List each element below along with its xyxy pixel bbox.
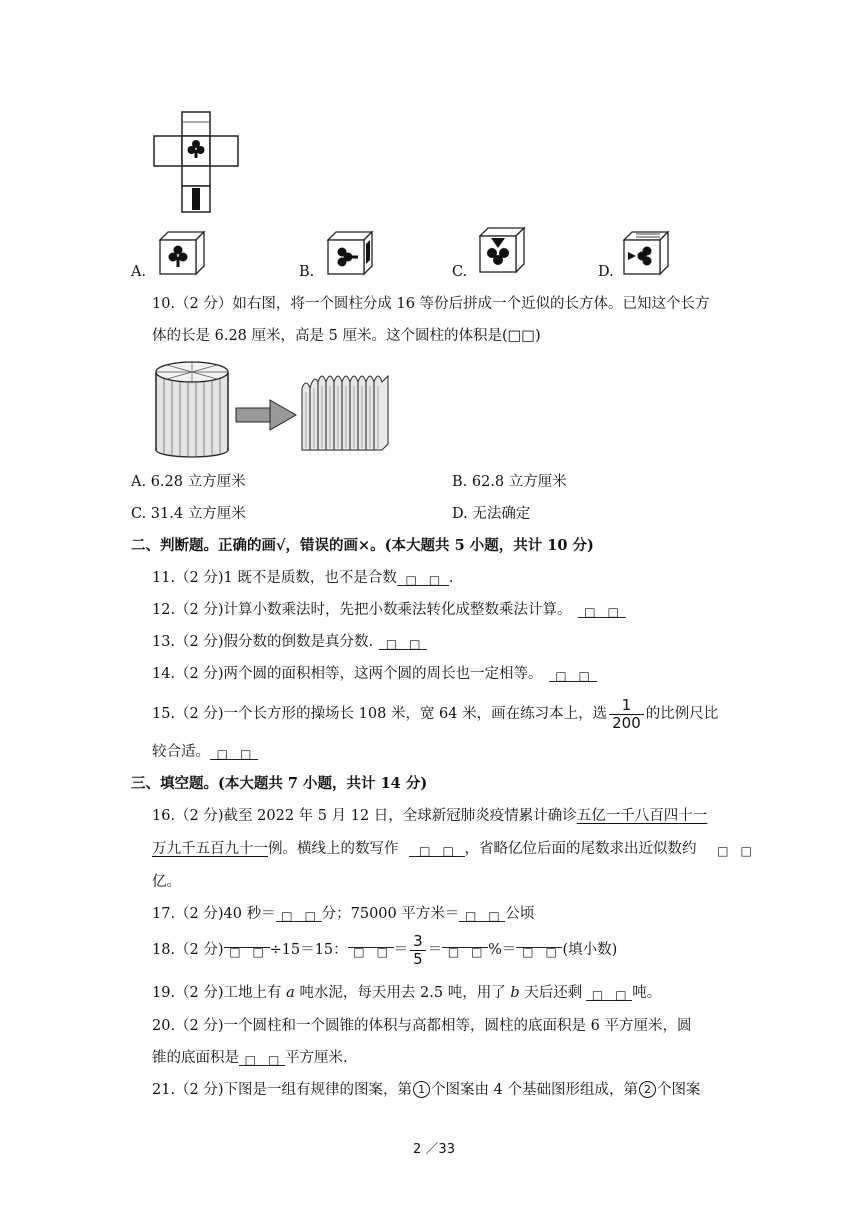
option-b-label: B. <box>299 264 315 280</box>
section3-title: 三、填空题。(本大题共 7 小题，共计 14 分) <box>131 775 428 792</box>
q11-end: . <box>448 570 454 586</box>
q15-answer-blank[interactable]: □ □ <box>210 744 258 760</box>
q21-text-a: 21.（2 分)下图是一组有规律的图案，第 <box>152 1082 413 1098</box>
q17-text-a: 17.（2 分)40 秒＝ <box>152 906 276 922</box>
q18 <box>152 930 617 970</box>
q17 <box>152 904 534 924</box>
q17-text-c: 公顷 <box>505 906 535 922</box>
q18-dividend-blank[interactable]: □ □ <box>224 932 270 948</box>
option-c-label: C. <box>452 264 468 280</box>
q10-option-d: D. 无法确定 <box>452 506 531 522</box>
q18-fraction <box>410 933 426 968</box>
q16-approx-blank[interactable]: □ □ <box>717 844 752 858</box>
q18-numerator: 3 <box>413 931 423 950</box>
q16-text-c: ，省略亿位后面的尾数求出近似数约 <box>464 841 697 857</box>
q14-text: 14.（2 分)两个圆的面积相等，这两个圆的周长也一定相等。 <box>152 666 543 682</box>
q19-text-a: 19.（2 分)工地上有 <box>152 985 282 1001</box>
q11-answer-blank[interactable]: □ □ <box>397 570 449 586</box>
q15-line2 <box>152 742 258 762</box>
q13-text: 13.（2 分)假分数的倒数是真分数. <box>152 634 374 650</box>
q16-text-a: 16.（2 分)截至 2022 年 5 月 12 日，全球新冠肺炎疫情累计确诊 <box>152 808 577 824</box>
q21-text-c: 个图案 <box>657 1082 701 1098</box>
q19-variable-b: b <box>510 985 520 1001</box>
q11 <box>152 568 454 588</box>
cube-net-figure <box>152 110 240 215</box>
q21-circled-number-1: 1 <box>413 1081 430 1098</box>
q13-answer-blank[interactable]: □ □ <box>379 634 427 650</box>
q21-line1 <box>152 1080 701 1100</box>
q18-denominator: 5 <box>410 950 426 968</box>
q15-numerator: 1 <box>621 695 632 714</box>
q10-option-b: B. 62.8 立方厘米 <box>452 474 567 490</box>
q14-answer-blank[interactable]: □ □ <box>549 666 597 682</box>
q19-variable-a: a <box>286 985 295 1001</box>
q20-text-b: 锥的底面积是 <box>152 1050 239 1066</box>
q17-text-b: 分；75000 平方米＝ <box>321 906 460 922</box>
q18-text-b: ÷15＝15： <box>269 942 348 958</box>
q18-text-f: (填小数) <box>562 942 618 958</box>
q20-text-c: 平方厘米. <box>285 1050 348 1066</box>
section2-title: 二、判断题。正确的画√，错误的画×。(本大题共 5 小题，共计 10 分) <box>131 537 594 554</box>
q10-line2: 体的长是 6.28 厘米，高是 5 厘米。这个圆柱的体积是(□□) <box>152 328 541 344</box>
q10-option-c: C. 31.4 立方厘米 <box>131 506 246 522</box>
q18-percent-blank[interactable]: □ □ <box>442 932 488 948</box>
q19-answer-blank[interactable]: □ □ <box>586 985 632 1001</box>
q21-text-b: 个图案由 4 个基础图形组成，第 <box>431 1082 639 1098</box>
q15-scale-fraction <box>609 697 644 732</box>
q15-line1 <box>152 694 718 734</box>
cube-option-a-icon <box>158 230 206 276</box>
q16-line2 <box>152 839 761 859</box>
cube-option-c-icon <box>478 226 526 274</box>
q20-line1: 20.（2 分)一个圆柱和一个圆锥的体积与高都相等，圆柱的底面积是 6 平方厘米，圆 <box>152 1018 692 1034</box>
q16-line3 <box>152 872 181 892</box>
q18-text-e: %＝ <box>488 942 517 958</box>
q15-text-a: 15.（2 分)一个长方形的操场长 108 米，宽 64 米，画在练习本上，选 <box>152 706 608 722</box>
q19-text-b: 吨水泥，每天用去 2.5 吨，用了 <box>299 985 506 1001</box>
q18-text-c: ＝ <box>393 942 409 958</box>
q12-answer-blank[interactable]: □ □ <box>578 602 626 618</box>
q13 <box>152 632 427 652</box>
q10-option-a: A. 6.28 立方厘米 <box>131 474 246 490</box>
q16-underlined-number-part2: 万九千五百九十一 <box>152 841 268 857</box>
q16-underlined-number-part1: 五亿一千八百四十一 <box>576 808 708 824</box>
q19-text-d: 吨。 <box>632 985 662 1001</box>
q15-text-c: 较合适。 <box>152 744 210 760</box>
q20-line2 <box>152 1048 348 1068</box>
page-number: 2 ／33 <box>413 1142 455 1157</box>
q18-decimal-blank[interactable]: □ □ <box>516 932 562 948</box>
q17-hectare-blank[interactable]: □ □ <box>459 906 505 922</box>
cylinder-to-cuboid-figure <box>150 358 410 458</box>
q16-text-b: 例。横线上的数写作 <box>268 841 399 857</box>
q20-answer-blank[interactable]: □ □ <box>239 1050 285 1066</box>
q11-text: 11.（2 分)1 既不是质数，也不是合数 <box>152 570 397 586</box>
q14 <box>152 664 597 684</box>
q10-line1: 10.（2 分）如右图，将一个圆柱分成 16 等份后拼成一个近似的长方体。已知这个长方 <box>152 296 710 312</box>
q18-ratio-blank[interactable]: □ □ <box>348 932 394 948</box>
q16-written-number-blank[interactable]: □ □ <box>409 841 465 857</box>
cube-option-d-icon <box>622 230 670 276</box>
q18-text-a: 18.（2 分) <box>152 942 224 958</box>
q19 <box>152 983 661 1003</box>
q19-text-c: 天后还剩 <box>524 985 583 1001</box>
q15-denominator: 200 <box>609 714 644 732</box>
q21-circled-number-2: 2 <box>639 1081 656 1098</box>
option-d-label: D. <box>598 264 614 280</box>
q12-text: 12.（2 分)计算小数乘法时，先把小数乘法转化成整数乘法计算。 <box>152 602 572 618</box>
q16-line1 <box>152 806 707 826</box>
q12 <box>152 600 626 620</box>
q17-minutes-blank[interactable]: □ □ <box>276 906 322 922</box>
q15-text-b: 的比例尺比 <box>645 706 719 722</box>
option-a-label: A. <box>131 264 147 280</box>
cube-option-b-icon <box>326 230 374 276</box>
q16-text-d: 亿。 <box>152 874 181 890</box>
q18-text-d: ＝ <box>427 942 443 958</box>
